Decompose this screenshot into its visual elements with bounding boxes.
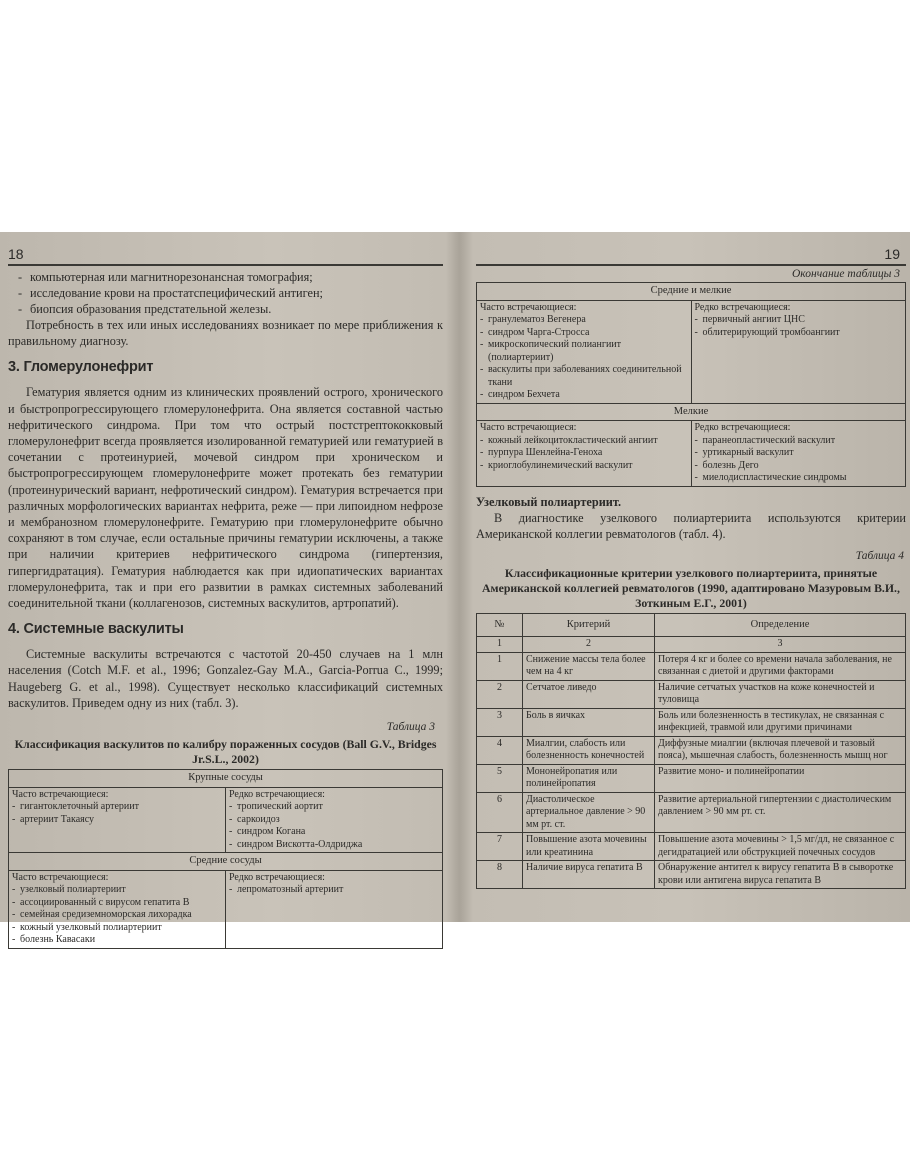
list-item: - криоглобулинемический васкулит xyxy=(480,460,688,473)
table-band: Средние и мелкие xyxy=(477,283,906,301)
table-band: Средние сосуды xyxy=(9,853,443,871)
table-caption: Окончание таблицы 3 xyxy=(792,268,900,280)
definition-cell: Обнаружение антител к вирусу гепатита В в сыворотке крови или антигена вируса гепатита В xyxy=(655,861,906,889)
table-header-row xyxy=(477,613,906,637)
cell-head: Часто встречающиеся: xyxy=(12,871,109,883)
definition-cell: Развитие моно- и полинейропатии xyxy=(655,764,906,792)
definition-cell: Развитие артериальной гипертензии с диастолическим давлением > 90 мм рт. ст. xyxy=(655,792,906,833)
table-band: Крупные сосуды xyxy=(9,770,443,788)
column-header: Определение xyxy=(655,613,906,637)
list-item: - васкулиты при заболеваниях соединительной ткани xyxy=(480,364,688,389)
table-title: Классификационные критерии узелкового полиартериита, принятые Американской коллегией ревматологов (1990, адаптировано Мазуровым В.И., Зоткиным Е.Г., 2001) xyxy=(482,565,900,610)
criterion-cell: Миалгии, слабость или болезненность конечностей xyxy=(523,736,655,764)
table-row xyxy=(477,708,906,736)
list-item: - болезнь Дего xyxy=(695,460,903,473)
table-row xyxy=(477,637,906,653)
list-item: - синдром Чарга-Стросса xyxy=(480,327,688,340)
list-item: - гранулематоз Вегенера xyxy=(480,314,688,327)
left-page-number: 18 xyxy=(8,246,24,262)
criterion-cell: Диастолическое артериальное давление > 90 мм рт. ст. xyxy=(523,792,655,833)
paragraph: Системные васкулиты встречаются с частотой 20-450 случаев на 1 млн населения (Cotch M.F. et al., 1996; Gonzalez-Gay M.A., Garcia-Porrua C., 1999; Haugeberg G. et al., 1998). Существует несколько классификаций системных васкулитов. Приведем одну из них (табл. 3). xyxy=(8,647,443,710)
list-item: - тропический аортит xyxy=(229,801,439,814)
list-item: - болезнь Кавасаки xyxy=(12,934,222,947)
right-page xyxy=(468,232,910,922)
list-item: - пурпура Шенлейна-Геноха xyxy=(480,447,688,460)
list-item: - синдром Вискотта-Олдриджа xyxy=(229,839,439,852)
list-item: - семейная средиземноморская лихорадка xyxy=(12,909,222,922)
criterion-cell: Наличие вируса гепатита В xyxy=(523,861,655,889)
table-title: Классификация васкулитов по калибру пораженных сосудов (Ball G.V., Bridges Jr.S.L., 2002) xyxy=(14,737,437,767)
table-3 xyxy=(8,769,443,949)
cell-head: Редко встречающиеся: xyxy=(694,301,791,313)
definition-cell: Потеря 4 кг и более со времени начала заболевания, не связанная с диетой и другими факторами xyxy=(655,652,906,680)
row-number: 6 xyxy=(477,792,523,833)
criterion-cell: Мононейропатия или полинейропатия xyxy=(523,764,655,792)
table-row xyxy=(9,787,443,853)
list-item: - миелодиспластические синдромы xyxy=(695,472,903,485)
list-item: - ассоциированный с вирусом гепатита В xyxy=(12,897,222,910)
table-row xyxy=(477,792,906,833)
list-item: - узелковый полиартериит xyxy=(12,884,222,897)
table-row xyxy=(477,833,906,861)
section-title: 4. Системные васкулиты xyxy=(8,621,184,638)
table-3-continued xyxy=(476,282,906,487)
table-row xyxy=(477,861,906,889)
list-item: - паранеопластический васкулит xyxy=(695,435,903,448)
list-item: - лепроматозный артериит xyxy=(229,884,439,897)
list-item: - микроскопический полиангиит (полиартериит) xyxy=(480,339,688,364)
table-4 xyxy=(476,613,906,890)
criterion-cell: Снижение массы тела более чем на 4 кг xyxy=(523,652,655,680)
criterion-cell: Повышение азота мочевины или креатинина xyxy=(523,833,655,861)
table-caption: Таблица 4 xyxy=(855,549,904,562)
left-page xyxy=(0,232,455,946)
list-item: - кожный лейкоцитокластический ангиит xyxy=(480,435,688,448)
table-row xyxy=(9,870,443,948)
column-header: № xyxy=(477,613,523,637)
list-item: - первичный ангиит ЦНС xyxy=(695,314,903,327)
row-number: 1 xyxy=(477,652,523,680)
row-number: 3 xyxy=(477,708,523,736)
table-row xyxy=(477,652,906,680)
table-caption: Таблица 3 xyxy=(386,721,435,734)
right-page-number: 19 xyxy=(884,246,900,262)
list-item: - исследование крови на простатспецифический антиген; xyxy=(8,285,443,301)
book-spread xyxy=(0,232,910,946)
list-item: - артериит Такаясу xyxy=(12,814,222,827)
criterion-cell: Сетчатое ливедо xyxy=(523,680,655,708)
list-item: - синдром Когана xyxy=(229,826,439,839)
cell-head: Редко встречающиеся: xyxy=(694,422,791,433)
definition-cell: Наличие сетчатых участков на коже конечностей и туловища xyxy=(655,680,906,708)
left-running-head xyxy=(8,244,443,266)
list-item: - компьютерная или магнитнорезонансная томография; xyxy=(8,269,443,285)
list-item: - кожный узелковый полиартериит xyxy=(12,922,222,935)
row-number: 2 xyxy=(477,680,523,708)
paragraph: Потребность в тех или иных исследованиях возникает по мере приближения к правильному диагнозу. xyxy=(8,318,443,349)
table-row xyxy=(477,764,906,792)
table-band: Мелкие xyxy=(477,403,906,421)
column-number: 1 xyxy=(477,637,523,653)
list-item: - синдром Бехчета xyxy=(480,389,688,402)
list-item: - облитерирующий тромбоангиит xyxy=(695,327,903,340)
column-number: 2 xyxy=(523,637,655,653)
list-item: - гигантоклеточный артериит xyxy=(12,801,222,814)
table-row xyxy=(477,680,906,708)
right-running-head xyxy=(476,244,906,266)
row-number: 4 xyxy=(477,736,523,764)
table-row xyxy=(477,421,906,487)
criterion-cell: Боль в яичках xyxy=(523,708,655,736)
subheading: Узелковый полиартериит. xyxy=(476,494,622,509)
row-number: 7 xyxy=(477,833,523,861)
row-number: 8 xyxy=(477,861,523,889)
paragraph: В диагностике узелкового полиартериита используются критерии Американской коллегии ревматологов (табл. 4). xyxy=(476,510,906,541)
row-number: 5 xyxy=(477,764,523,792)
definition-cell: Повышение азота мочевины > 1,5 мг/дл, не связанное с дегидратацией или обструкцией почечных сосудов xyxy=(655,833,906,861)
section-title: 3. Гломерулонефрит xyxy=(8,359,154,376)
table-row xyxy=(477,300,906,403)
cell-head: Часто встречающиеся: xyxy=(480,301,577,313)
cell-head: Редко встречающиеся: xyxy=(229,871,325,883)
column-header: Критерий xyxy=(523,613,655,637)
cell-head: Редко встречающиеся: xyxy=(229,788,325,800)
definition-cell: Боль или болезненность в тестикулах, не связанная с инфекцией, травмой или другими причинами xyxy=(655,708,906,736)
cell-head: Часто встречающиеся: xyxy=(12,788,109,800)
list-item: - биопсия образования предстательной железы. xyxy=(8,301,443,317)
paragraph: Гематурия является одним из клинических проявлений острого, хронического и быстропрогрессирующего гломерулонефрита. Она является составной частью нефритического синдрома. При том что острый постстрептококковый гломерулонефрит всегда проявляется изолированной гематурией или гематурией в сочетании с протеинурией, мочевой синдром при хроническом и быстропрогрессирующем гломерулонефрите может протекать без гематурии (протеинурический вариант, нефротический синдром). Гематурия встречается при различных морфологических вариантах нефрита, реже — при липоидном нефрозе и мембранозном гломерулонефрите. Гематурию при гломерулонефрите обычно сохраняют в том случае, если остальные причины гематурии исключены, а также при наличии критериев нефритического синдрома (гипертензия, гипергидратация). Гематурия наблюдается как при идиопатических вариантах гломерулонефрита, так и при его развитии в рамках системных заболеваний соединительной ткани (коллагенозов, системных васкулитов, артропатий). xyxy=(8,385,443,611)
column-number: 3 xyxy=(655,637,906,653)
definition-cell: Диффузные миалгии (включая плечевой и тазовый пояса), мышечная слабость, болезненность мышц ног xyxy=(655,736,906,764)
cell-head: Часто встречающиеся: xyxy=(480,422,577,433)
list-item: - уртикарный васкулит xyxy=(695,447,903,460)
exam-list xyxy=(8,269,443,317)
table-row xyxy=(477,736,906,764)
list-item: - саркоидоз xyxy=(229,814,439,827)
